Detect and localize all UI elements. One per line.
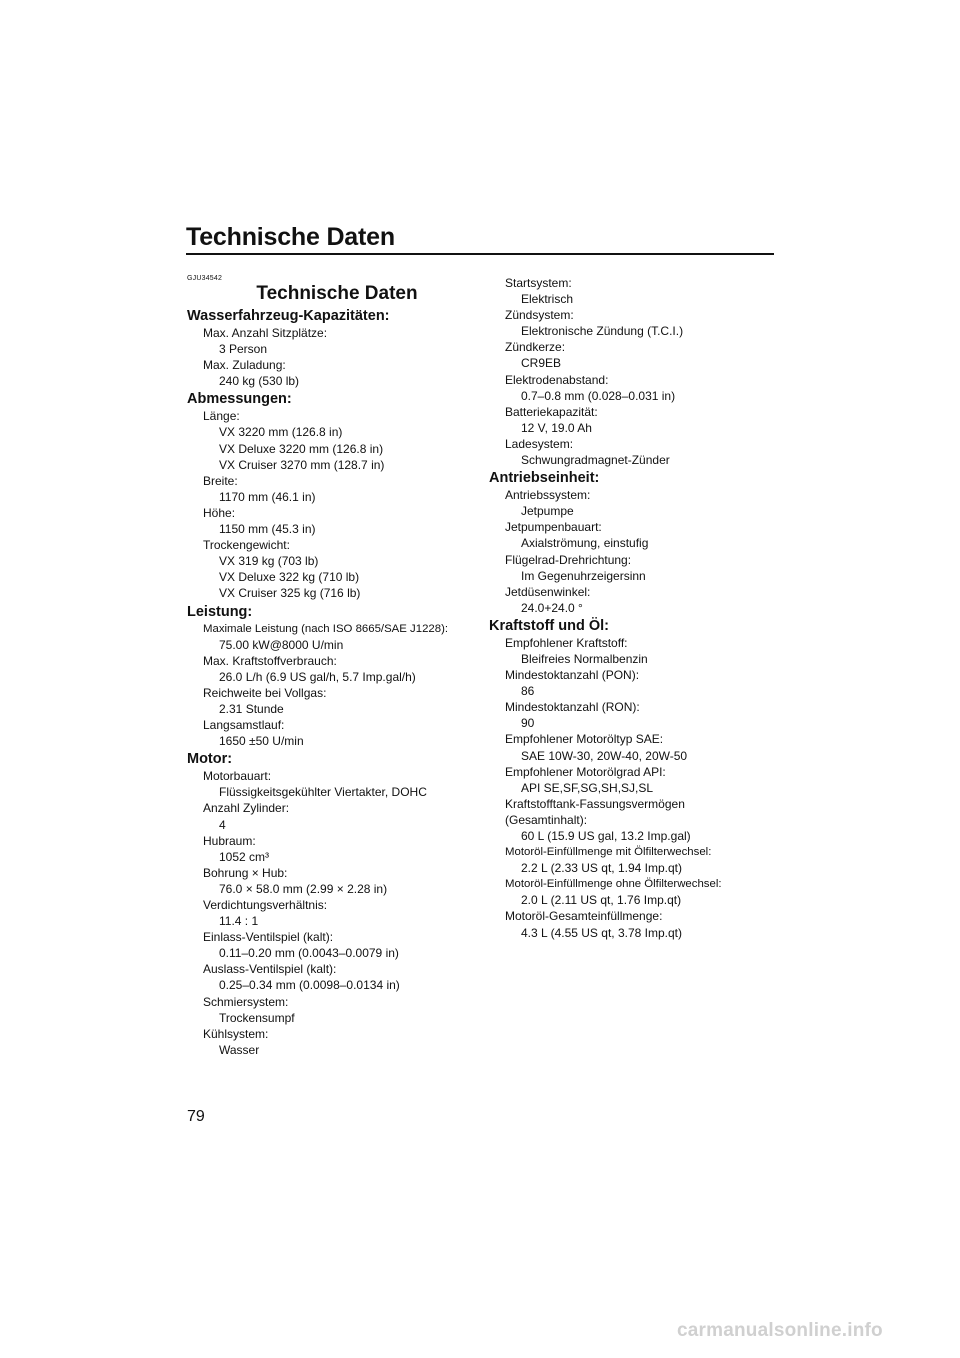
spec-label: Motoröl-Einfüllmenge mit Ölfilterwechsel:: [505, 846, 712, 859]
spec-section-motor: [187, 750, 487, 1058]
spec-label: Verdichtungsverhältnis:: [203, 898, 328, 912]
spec-value: 1052 cm³: [219, 849, 270, 864]
spec-value: 2.31 Stunde: [219, 701, 284, 716]
spec-value: Im Gegenuhrzeigersinn: [521, 568, 646, 583]
spec-value: 86: [521, 684, 535, 699]
spec-section-continued: [489, 275, 789, 468]
spec-label: Jetpumpenbauart:: [505, 520, 602, 535]
spec-value: 0.11–0.20 mm (0.0043–0.0079 in): [219, 946, 399, 961]
spec-label: Max. Anzahl Sitzplätze:: [203, 326, 328, 340]
right-column: [489, 275, 789, 941]
spec-label: Batteriekapazität:: [505, 404, 598, 419]
spec-value: 1650 ±50 U/min: [219, 734, 304, 749]
spec-section-abmessungen: [187, 390, 487, 601]
spec-section-leistung: [187, 603, 487, 750]
spec-label: Anzahl Zylinder:: [203, 801, 290, 816]
spec-value: Wasser: [219, 1042, 260, 1057]
section-title: Antriebseinheit:: [489, 470, 600, 487]
spec-label: Max. Kraftstoffverbrauch:: [203, 653, 337, 668]
spec-value: VX Cruiser 3270 mm (128.7 in): [219, 457, 385, 472]
spec-label: Bohrung × Hub:: [203, 865, 288, 880]
section-title: Kraftstoff und Öl:: [489, 617, 610, 634]
spec-value: Bleifreies Normalbenzin: [521, 651, 648, 666]
spec-label: Kühlsystem:: [203, 1026, 269, 1041]
spec-value: 24.0+24.0 °: [521, 600, 583, 615]
spec-value: 2.0 L (2.11 US qt, 1.76 Imp.qt): [521, 893, 682, 908]
spec-label: Empfohlener Motorölgrad API:: [505, 764, 666, 779]
spec-value: 0.7–0.8 mm (0.028–0.031 in): [521, 388, 676, 403]
spec-value: 1150 mm (45.3 in): [219, 522, 316, 537]
spec-label: Schmiersystem:: [203, 994, 289, 1009]
spec-label: Mindestoktanzahl (PON):: [505, 668, 640, 683]
spec-label: Langsamstlauf:: [203, 718, 285, 733]
section-title: Leistung:: [187, 603, 253, 620]
spec-value: VX Deluxe 322 kg (710 lb): [219, 570, 360, 585]
spec-label: Auslass-Ventilspiel (kalt):: [203, 962, 337, 977]
spec-value: Trockensumpf: [219, 1010, 295, 1025]
spec-value: 0.25–0.34 mm (0.0098–0.0134 in): [219, 978, 400, 993]
spec-section-antriebseinheit: [489, 469, 789, 616]
spec-label: Antriebssystem:: [505, 488, 591, 503]
section-title: Wasserfahrzeug-Kapazitäten:: [187, 308, 390, 324]
spec-value: 4: [219, 817, 226, 832]
spec-label: Max. Zuladung:: [203, 358, 286, 373]
spec-label: Reichweite bei Vollgas:: [203, 685, 327, 700]
spec-value: Jetpumpe: [521, 504, 574, 519]
spec-value: Flüssigkeitsgekühlter Viertakter, DOHC: [219, 785, 427, 800]
spec-value: Elektrisch: [521, 292, 574, 307]
spec-label: Motorbauart:: [203, 769, 272, 784]
spec-value: SAE 10W-30, 20W-40, 20W-50: [521, 748, 688, 763]
spec-section-wasserfahrzeug-kapazitaten: [187, 307, 487, 389]
spec-value: 2.2 L (2.33 US qt, 1.94 Imp.qt): [521, 861, 682, 876]
spec-label: Maximale Leistung (nach ISO 8665/SAE J1228):: [203, 622, 449, 635]
header-rule: [186, 253, 774, 255]
page-title: Technische Daten: [186, 223, 395, 251]
spec-label: Empfohlener Motoröltyp SAE:: [505, 732, 664, 747]
spec-label: Zündkerze:: [505, 340, 566, 355]
spec-label: Trockengewicht:: [203, 538, 290, 553]
spec-label: Motoröl-Gesamteinfüllmenge:: [505, 909, 663, 924]
spec-value: CR9EB: [521, 356, 562, 371]
spec-value: 60 L (15.9 US gal, 13.2 Imp.gal): [521, 829, 691, 843]
spec-label: Elektrodenabstand:: [505, 372, 609, 387]
spec-label: Motoröl-Einfüllmenge ohne Ölfilterwechsel:: [505, 878, 722, 891]
spec-section-kraftstoff-und-ol: [489, 617, 789, 941]
spec-label: Zündsystem:: [505, 308, 574, 323]
spec-value: VX Deluxe 3220 mm (126.8 in): [219, 441, 384, 456]
spec-value: 90: [521, 716, 535, 731]
spec-value: VX 3220 mm (126.8 in): [219, 425, 343, 440]
document-code: GJU34542: [187, 275, 223, 282]
spec-value: 26.0 L/h (6.9 US gal/h, 5.7 Imp.gal/h): [219, 669, 416, 684]
spec-label: Breite:: [203, 473, 238, 488]
page-header: [186, 222, 774, 255]
section-title: Motor:: [187, 751, 233, 768]
section-title: Abmessungen:: [187, 391, 292, 408]
spec-value: 1170 mm (46.1 in): [219, 489, 316, 504]
watermark-url: carmanualsonline.info: [677, 1320, 883, 1341]
spec-value: 11.4 : 1: [219, 914, 259, 929]
spec-value: VX 319 kg (703 lb): [219, 554, 319, 569]
spec-label: Jetdüsenwinkel:: [505, 584, 591, 599]
spec-value: 76.0 × 58.0 mm (2.99 × 2.28 in): [219, 881, 388, 896]
spec-value: API SE,SF,SG,SH,SJ,SL: [521, 780, 654, 795]
spec-value: Schwungradmagnet-Zünder: [521, 453, 670, 468]
page-number: 79: [187, 1108, 205, 1125]
spec-label: Startsystem:: [505, 276, 572, 290]
spec-label: Hubraum:: [203, 833, 256, 848]
spec-value: Axialströmung, einstufig: [521, 536, 649, 551]
spec-label: Mindestoktanzahl (RON):: [505, 700, 640, 715]
spec-label: Ladesystem:: [505, 436, 574, 451]
spec-label: Flügelrad-Drehrichtung:: [505, 552, 632, 567]
spec-label: (Gesamtinhalt):: [505, 812, 588, 827]
spec-label: Kraftstofftank-Fassungsvermögen: [505, 796, 685, 811]
left-column: [187, 277, 487, 1058]
spec-label: Einlass-Ventilspiel (kalt):: [203, 930, 334, 945]
spec-value: 3 Person: [219, 342, 268, 357]
spec-value: Elektronische Zündung (T.C.I.): [521, 324, 684, 339]
spec-label: Höhe:: [203, 505, 236, 520]
spec-value: 75.00 kW@8000 U/min: [219, 637, 344, 652]
spec-value: 12 V, 19.0 Ah: [521, 420, 592, 435]
spec-value: VX Cruiser 325 kg (716 lb): [219, 586, 361, 601]
section-heading: Technische Daten: [256, 283, 418, 304]
spec-label: Länge:: [203, 409, 240, 424]
spec-label: Empfohlener Kraftstoff:: [505, 635, 628, 650]
spec-value: 240 kg (530 lb): [219, 374, 300, 389]
spec-value: 4.3 L (4.55 US qt, 3.78 Imp.qt): [521, 925, 682, 940]
